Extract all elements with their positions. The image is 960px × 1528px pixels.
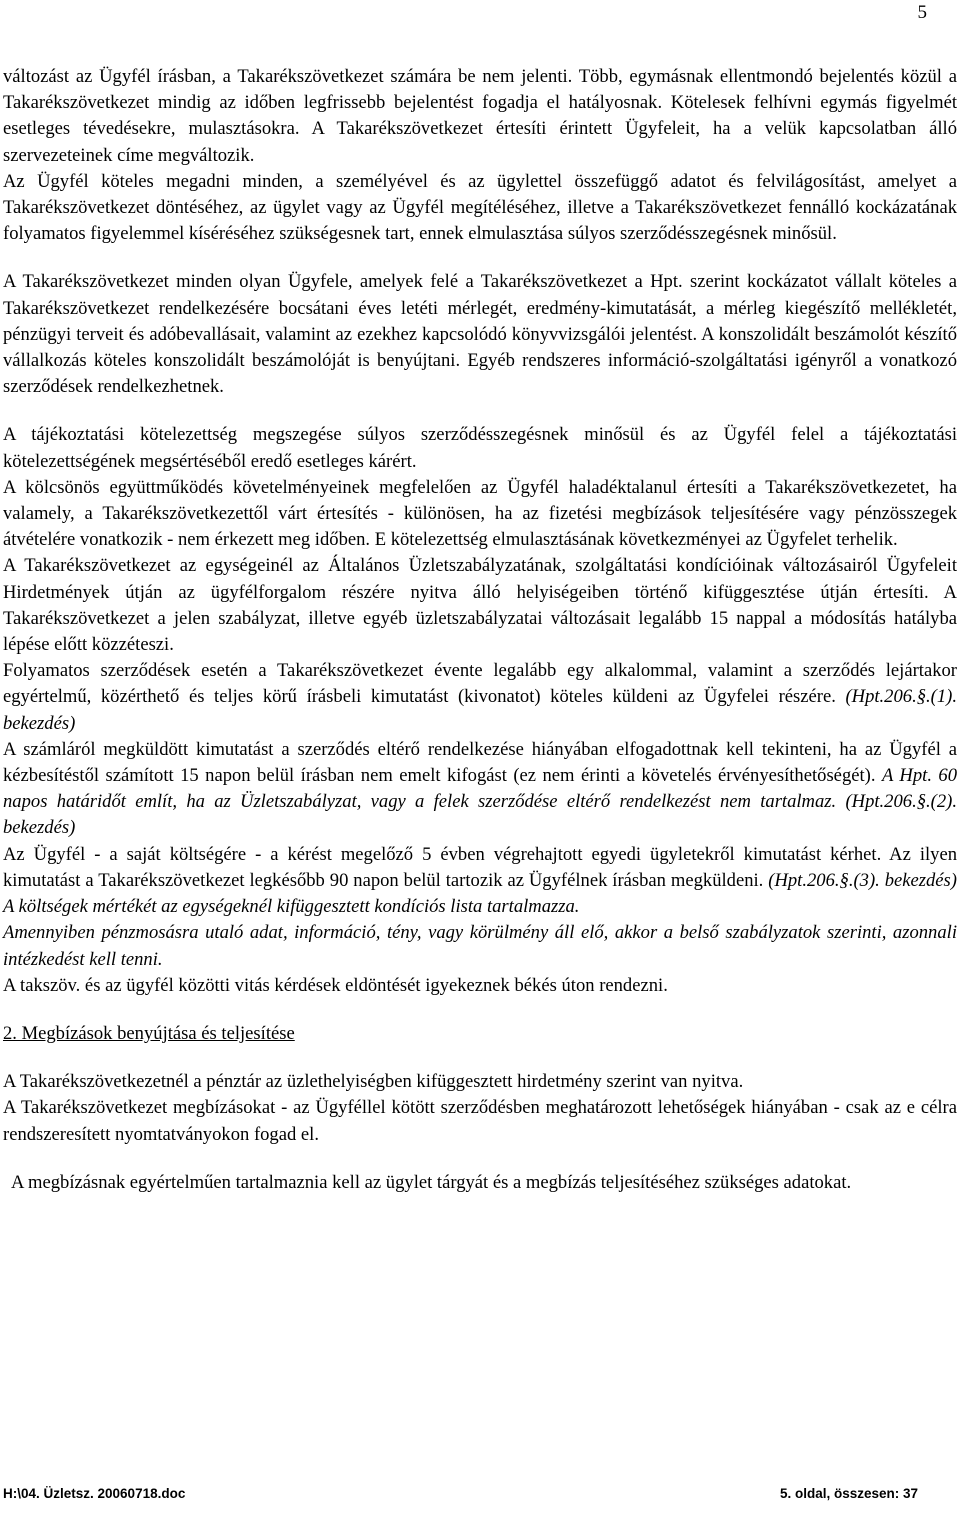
paragraph-cooperation: A kölcsönös együttműködés követelményeinek megfelelően az Ügyfél haladéktalanul értesíti a Takarékszövetkezetet, ha valamely, a Takarékszövetkezettől várt értesítés - különösen, ha az fizetési megbízások teljesítésére vagy pénzösszegek átvételére vonatkozik - nem érkezett meg időben. E kötelezettség elmulasztásának következményei az Ügyfelet terhelik. [3, 476, 957, 551]
paragraph-order-forms: A Takarékszövetkezet megbízásokat - az Ügyféllel kötött szerződésben meghatározott lehetőségek hiányában - csak az e célra rendszeresített nyomtatványokon fogad el. [3, 1097, 957, 1145]
paragraph-client-data-obligation: Az Ügyfél köteles megadni minden, a személyével és az ügylettel összefüggő adatot és felvilágosítást, amelyet a Takarékszövetkezet döntéséhez, az ügylet vagy az Ügyfél megítéléséhez, illetve a Takarékszövetkezet fennálló kockázatának folyamatos figyelemmel kíséréséhez szükségesnek tart, ennek elmulasztása súlyos szerződésszegésnek minősül. [3, 170, 957, 245]
paragraph-statement-acceptance: A számláról megküldött kimutatást a szerződés eltérő rendelkezése hiányában elfogadottnak kell tekinteni, ha az Ügyfél a kézbesítéstől számított 15 napon belül írásban nem emelt kifogást (ez nem érinti a követelés érvényesíthetőségét). A Hpt. 60 napos határidőt említ, ha az Üzletszabályzat, vagy a felek szerződése eltérő rendelkezést nem tartalmaz. (Hpt.206.§.(2). bekezdés) [3, 738, 958, 839]
paragraph-cashier-hours: A Takarékszövetkezetnél a pénztár az üzlethelyiségben kifüggesztett hirdetmény szerint van nyitva. [3, 1071, 744, 1093]
paragraph-disputes: A takszöv. és az ügyfél közötti vitás kérdések eldöntését igyekeznek békés úton rendezni. [3, 974, 668, 996]
paragraph-continuous-contracts: Folyamatos szerződések esetén a Takarékszövetkezet évente legalább egy alkalommal, valamint a szerződés lejártakor egyértelmű, közérthető és teljes körű írásbeli kimutatást (kivonatot) köteles küldeni az Ügyfelei részére. (Hpt.206.§.(1). bekezdés) [3, 660, 957, 734]
paragraph-financial-statements: A Takarékszövetkezet minden olyan Ügyfele, amelyek felé a Takarékszövetkezet a Hpt. szerint kockázatot vállalt köteles a Takarékszövetkezet rendelkezésére bocsátani éves letéti mérlegét, eredmény-kimutatását, a mérleg kiegészítő mellékletét, pénzügyi terveit és adóbevallásait, valamint az ezekhez kapcsolódó könyvvizsgálói jelentést. A konszolidált beszámolót készítő vállalkozás köteles konszolidált beszámolóját is benyújtani. Egyéb rendszeres információ-szolgáltatási igényről a vonatkozó szerződések rendelkezhetnek. [3, 271, 957, 398]
paragraph-notification-changes: változást az Ügyfél írásban, a Takarékszövetkezet számára be nem jelenti. Több, egymásnak ellentmondó bejelentés közül a Takarékszövetkezet mindig az időben legfrissebb bejelentést fogadja el hatályosnak. Kötelesek felhívni egymás figyelmét esetleges tévedésekre, mulasztásokra. A Takarékszövetkezet értesíti érintett Ügyfeleit, ha a velük kapcsolatban álló szervezeteinek címe megváltozik. [3, 66, 957, 166]
document-body [3, 64, 957, 1196]
paragraph-money-laundering: Amennyiben pénzmosásra utaló adat, információ, tény, vagy körülmény áll elő, akkor a belső szabályzatok szerinti, azonnali intézkedést kell tenni. [3, 922, 957, 970]
paragraph-transaction-statement: Az Ügyfél - a saját költségére - a kérést megelőző 5 évben végrehajtott egyedi ügyletekről kimutatást kérhet. Az ilyen kimutatást a Takarékszövetkezet legkésőbb 90 napon belül tartozik az Ügyfélnek írásban megküldeni. (Hpt.206.§.(3). bekezdés) A költségek mértékét az egységeknél kifüggesztett kondíciós lista tartalmazza. [3, 843, 957, 918]
footer-filename: H:\04. Üzletsz. 20060718.doc [3, 1486, 186, 1501]
page-number: 5 [917, 2, 927, 23]
footer-page-count: 5. oldal, összesen: 37 [779, 1486, 918, 1501]
paragraph-announcements: A Takarékszövetkezet az egységeinél az Általános Üzletszabályzatának, szolgáltatási kondícióinak változásairól Ügyfeleit Hirdetmények útján az ügyfélforgalom részére nyitva álló helyiségeiben történő kifüggesztése útján értesíti. A Takarékszövetkezet a jelen szabályzat, illetve egyéb üzletszabályzatai változásait legalább 15 nappal a módosítás hatályba lépése előtt közzéteszi. [3, 555, 957, 656]
section-heading: 2. Megbízások benyújtása és teljesítése [3, 1022, 295, 1044]
paragraph-information-breach: A tájékoztatási kötelezettség megszegése súlyos szerződésszegésnek minősül és az Ügyfél felel a tájékoztatási kötelezettségének megsértéséből eredő esetleges kárért. [3, 424, 957, 472]
paragraph-order-content: A megbízásnak egyértelműen tartalmaznia kell az ügylet tárgyát és a megbízás teljesítéséhez szükséges adatokat. [11, 1171, 852, 1193]
